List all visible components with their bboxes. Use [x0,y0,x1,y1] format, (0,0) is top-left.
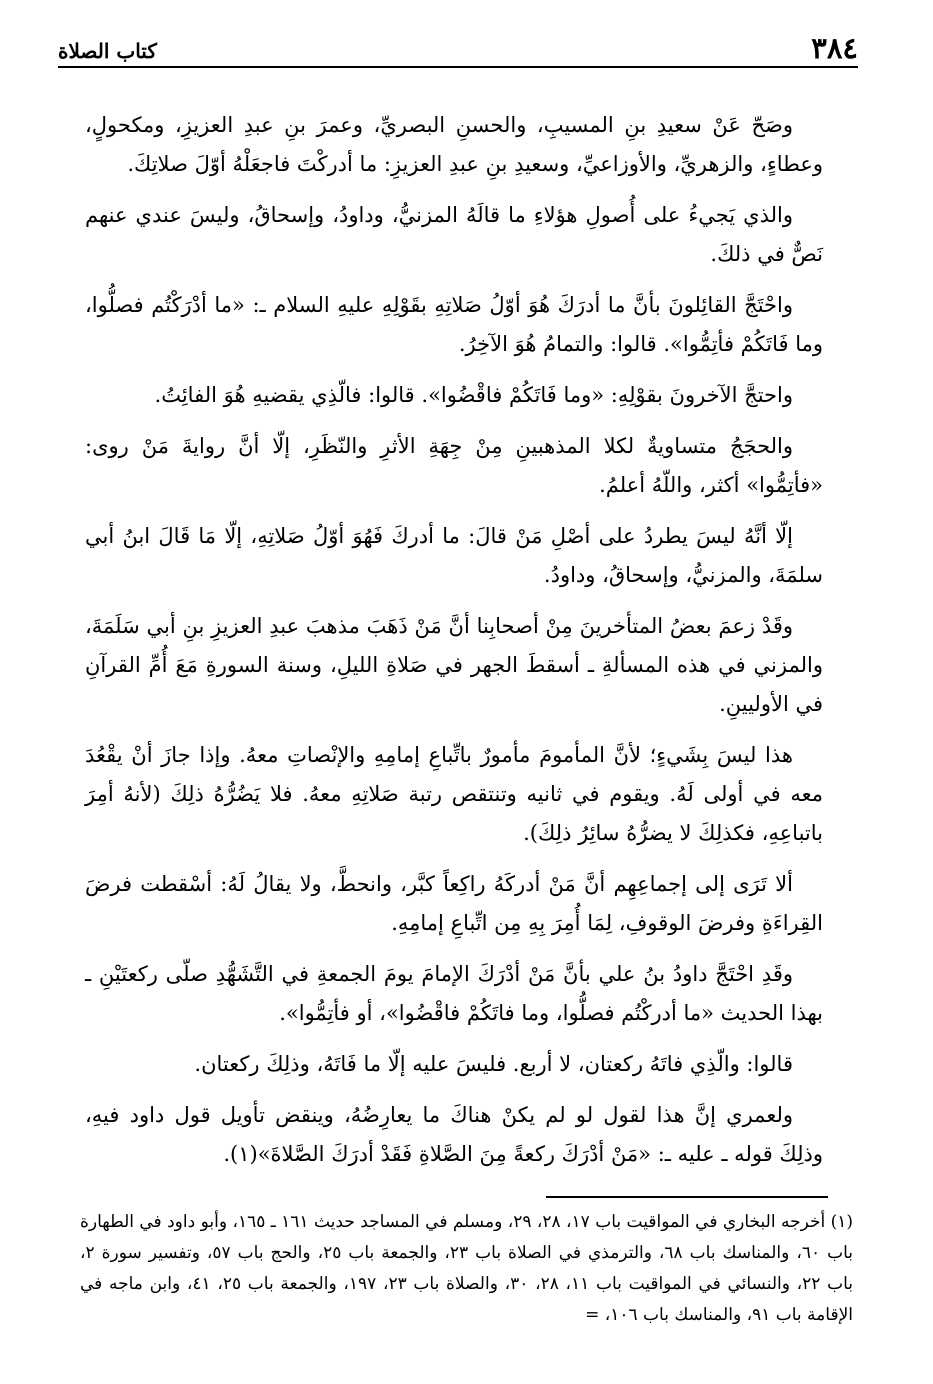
paragraph: هذا ليسَ بِشَيءٍ؛ لأنَّ المأمومَ مأمورٌ باتِّباعِ إمامِهِ والإنْصاتِ معهُ. وإذا جازَ أنْ يقْعُدَ معه في أولى لَهُ. ويقوم في ثانيه وتنتقص رتبة صَلاتِهِ معهُ. فلا يَضُرُّهُ ذلِكَ (لأنهُ أمِرَ باتباعِهِ، فكذلِكَ لا يضرُّهُ سائِرُ ذلِكَ). [85,743,823,845]
footnote-separator [546,1196,828,1198]
paragraph: واحتجَّ الآخرونَ بقوْلِهِ: «وما فَاتَكُمْ فاقْضُوا». قالوا: فالّذِي يقضيهِ هُوَ الفائِتُ. [154,383,793,407]
paragraph: وصَحّ عَنْ سعيدِ بنِ المسيبِ، والحسنِ البصريِّ، وعمرَ بنِ عبدِ العزيزِ، ومكحولٍ، وعطاءٍ، والزهريِّ، والأوزاعيِّ، وسعيدِ بنِ عبدِ العزيزِ: ما أدركْتَ فاجعَلْهُ أوّلَ صلاتِكَ. [85,113,823,176]
header-rule [58,66,858,68]
paragraph: وقَدِ احْتَجَّ داودُ بنُ علي بأنَّ مَنْ أدْرَكَ الإمامَ يومَ الجمعةِ في التَّشَهُّدِ صلّى ركعتَيْنِ ـ بهذا الحديث «ما أدركْتُم فصلُّوا، وما فاتَكُمْ فاقْضُوا»، أو فأتِمُّوا». [85,962,823,1025]
paragraph: ألا تَرَى إلى إجماعِهِم أنَّ مَنْ أدركَهُ راكِعاً كبَّر، وانحطَّ، ولا يقالُ لَهُ: أسْقطت فرضَ القِراءَةِ وفرضَ الوقوفِ، لِمَا أُمِرَ بِهِ مِن اتِّباعِ إمامِهِ. [85,872,823,935]
paragraph: ولعمري إنَّ هذا لقول لو لم يكنْ هناكَ ما يعارِضُهُ، وينقض تأويل قول داود فيهِ، وذلِكَ قوله ـ عليه ـ: «مَنْ أدْرَكَ ركعةً مِنَ الصَّلاةِ فَقَدْ أدرَكَ الصَّلاةَ»(١). [85,1103,823,1166]
paragraph: والذي يَجيءُ على أُصولِ هؤلاءِ ما قالَهُ المزنيُّ، وداودُ، وإسحاقُ، وليسَ عندي عنهم نَصٌّ في ذلكَ. [85,203,823,266]
main-text [85,106,823,1186]
running-title: كتاب الصلاة [58,39,157,63]
footnote: (١) أخرجه البخاري في المواقيت باب ١٧، ٢٨، ٢٩، ومسلم في المساجد حديث ١٦١ ـ ١٦٥، وأبو داود في الطهارة باب ٦٠، والمناسك باب ٦٨، والترمذي في الصلاة باب ٢٣، والجمعة باب ٢٥، والحج باب ٥٧، وتفسير سورة ٢، باب ٢٢، والنسائي في المواقيت باب ١١، ٢٨، ٣٠، والصلاة باب ٢٣، ١٩٧، والجمعة باب ٢٥، ٤١، وابن ماجه في الإقامة باب ٩١، والمناسك باب ١٠٦، = [80,1212,854,1325]
paragraph: إلّا أنَّهُ ليسَ يطردُ على أصْلِ مَنْ قالَ: ما أدركَ فَهُوَ أوّلُ صَلاتِهِ، إلّا مَا قَالَ ابنُ أبي سلمَةَ، والمزنيُّ، وإسحاقُ، وداودُ. [85,524,823,587]
footnotes [80,1207,853,1331]
paragraph: وقَدْ زعمَ بعضُ المتأخرينَ مِنْ أصحابِنا أنَّ مَنْ ذَهَبَ مذهبَ عبدِ العزيزِ بنِ أبي سَلَمَةَ، والمزني في هذه المسألةِ ـ أسقطَ الجهر في صَلاةِ الليلِ، وسنة السورةِ مَعَ أُمِّ القرآنِ في الأوليينِ. [85,614,823,716]
paragraph: واحْتَجَّ القائِلونَ بأنَّ ما أدرَكَ هُوَ أوّلُ صَلاتِهِ بقَوْلِهِ عليهِ السلام ـ: «ما أدْرَكْتُم فصلُّوا، وما فَاتَكُمْ فأتِمُّوا». قالوا: والتمامُ هُوَ الآخِرُ. [85,293,823,356]
page-header [58,30,858,70]
paragraph: قالوا: والّذِي فاتَهُ ركعتان، لا أربع. فليسَ عليه إلّا ما فَاتَهُ، وذلِكَ ركعتان. [194,1052,793,1076]
page-number: ٣٨٤ [811,31,858,65]
paragraph: والحجَجُ متساويةٌ لكلا المذهبينِ مِنْ جِهَةِ الأثرِ والنّظَرِ، إلّا أنَّ روايةَ مَنْ روى: «فأتِمُّوا» أكثر، واللّهُ أعلمُ. [85,434,823,497]
